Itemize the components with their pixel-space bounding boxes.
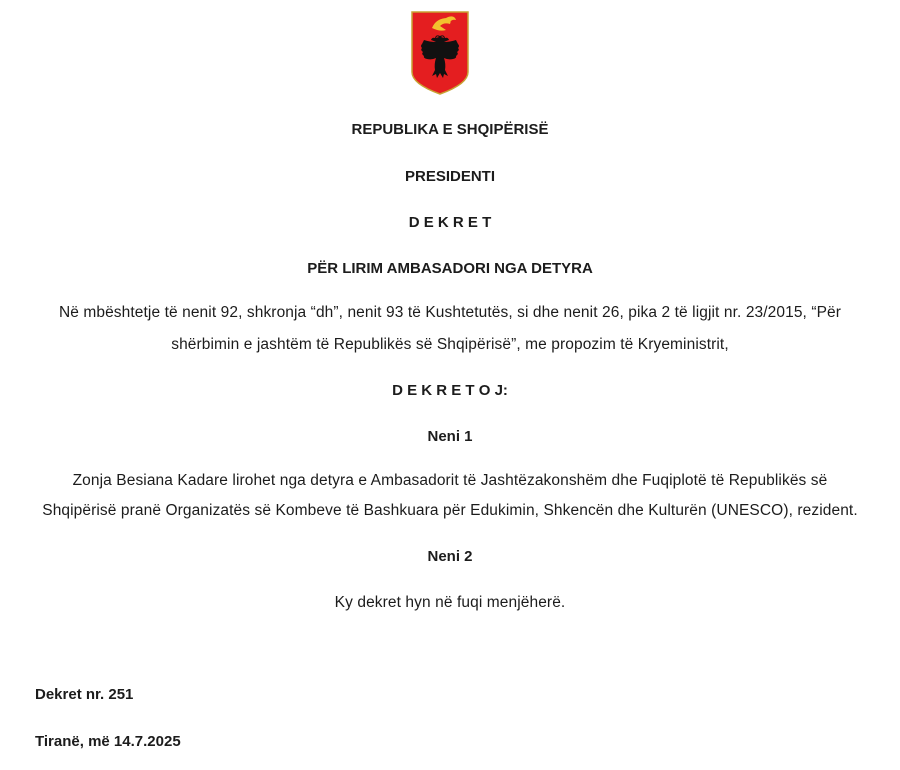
place-date: Tiranë, më 14.7.2025 (35, 733, 181, 750)
article-1-line-2: Shqipërisë pranë Organizatës së Kombeve të Bashkuara për Edukimin, Shkencën dhe Kulturën (UNESCO), rezident. (42, 502, 858, 519)
institution-heading: PRESIDENTI (404, 168, 495, 185)
preamble-line-1: Në mbështetje të nenit 92, shkronja “dh”, nenit 93 të Kushtetutës, si dhe nenit 26, pika 2 të ligjit nr. 23/2015, “Për (58, 304, 842, 321)
decree-number: Dekret nr. 251 (35, 686, 134, 703)
decree-subject: PËR LIRIM AMBASADORI NGA DETYRA (307, 260, 593, 277)
preamble-line-2: shërbimin e jashtëm të Republikës së Shqipërisë”, me propozim të Kryeministrit, (171, 336, 729, 353)
republic-heading: REPUBLIKA E SHQIPËRISË (351, 121, 549, 138)
article-2-title: Neni 2 (427, 548, 473, 565)
article-1-line-1: Zonja Besiana Kadare lirohet nga detyra e Ambasadorit të Jashtëzakonshëm dhe Fuqiplotë të Republikës së (72, 472, 828, 489)
decrees-heading: D E K R E T O J: (392, 382, 508, 399)
article-2-line-1: Ky dekret hyn në fuqi menjëherë. (334, 594, 566, 611)
article-1-title: Neni 1 (427, 428, 473, 445)
decree-title: D E K R E T (408, 214, 492, 231)
coat-of-arms-icon (410, 10, 470, 96)
